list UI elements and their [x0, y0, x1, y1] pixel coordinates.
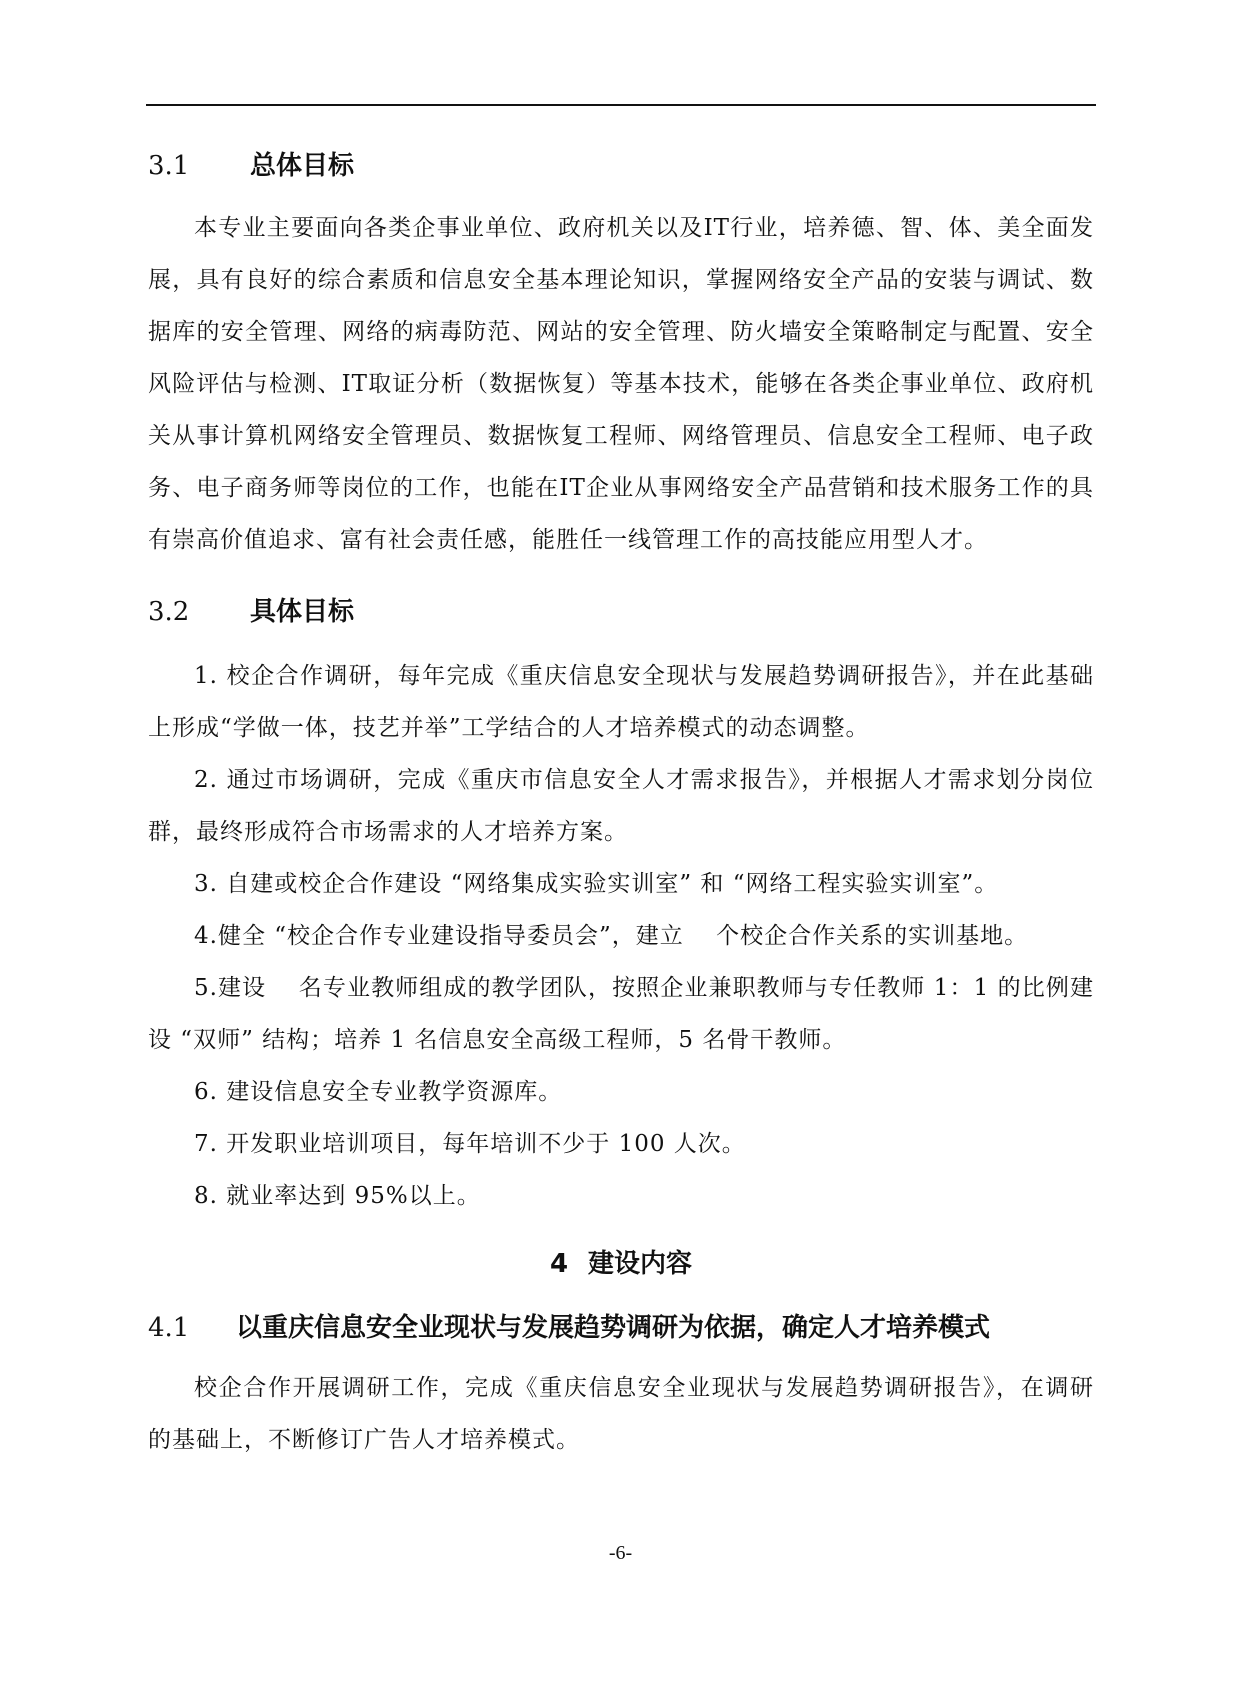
heading-number: 3.2: [148, 597, 190, 627]
chapter-number: 4: [549, 1249, 569, 1279]
heading-number: 4.1: [148, 1313, 190, 1343]
heading-title: 总体目标: [250, 151, 355, 181]
heading-3-2: [148, 592, 1094, 632]
paragraph-research: 校企合作开展调研工作，完成《重庆信息安全业现状与发展趋势调研报告》，在调研的基础上，不断修订广告人才培养模式。: [148, 1375, 1094, 1453]
list-item: 8. 就业率达到 95%以上。: [194, 1183, 481, 1209]
list-item: 7. 开发职业培训项目，每年培训不少于 100 人次。: [194, 1131, 746, 1157]
list-item: 4.健全 “校企合作专业建设指导委员会”，建立 个校企合作关系的实训基地。: [194, 923, 1029, 949]
heading-number: 3.1: [148, 151, 190, 181]
header-rule: [146, 104, 1096, 106]
chapter-heading-4: [148, 1244, 1094, 1284]
document-body: [148, 146, 1094, 1466]
heading-4-1: [148, 1308, 1094, 1348]
list-item: 2. 通过市场调研，完成《重庆市信息安全人才需求报告》，并根据人才需求划分岗位群，最终形成符合市场需求的人才培养方案。: [148, 767, 1094, 845]
chapter-title: 建设内容: [588, 1249, 693, 1279]
heading-title: 以重庆信息安全业现状与发展趋势调研为依据，确定人才培养模式: [236, 1313, 991, 1343]
list-item: 5.建设 名专业教师组成的教学团队，按照企业兼职教师与专任教师 1：1 的比例建设 “双师” 结构；培养 1 名信息安全高级工程师，5 名骨干教师。: [148, 975, 1094, 1053]
specific-goals-list: [148, 650, 1094, 1222]
heading-3-1: [148, 146, 1094, 186]
paragraph-overall-goal: 本专业主要面向各类企事业单位、政府机关以及IT行业，培养德、智、体、美全面发展，具有良好的综合素质和信息安全基本理论知识，掌握网络安全产品的安装与调试、数据库的安全管理、网络的病毒防范、网站的安全管理、防火墙安全策略制定与配置、安全风险评估与检测、IT取证分析（数据恢复）等基本技术，能够在各类企事业单位、政府机关从事计算机网络安全管理员、数据恢复工程师、网络管理员、信息安全工程师、电子政务、电子商务师等岗位的工作，也能在IT企业从事网络安全产品营销和技术服务工作的具有崇高价值追求、富有社会责任感，能胜任一线管理工作的高技能应用型人才。: [148, 215, 1094, 553]
list-item: 3. 自建或校企合作建设 “网络集成实验实训室” 和 “网络工程实验实训室”。: [194, 871, 999, 897]
heading-title: 具体目标: [250, 597, 355, 627]
list-item: 6. 建设信息安全专业教学资源库。: [194, 1079, 563, 1105]
list-item: 1. 校企合作调研，每年完成《重庆信息安全现状与发展趋势调研报告》，并在此基础上形成“学做一体，技艺并举”工学结合的人才培养模式的动态调整。: [148, 663, 1094, 741]
page-number: -6-: [608, 1542, 633, 1564]
